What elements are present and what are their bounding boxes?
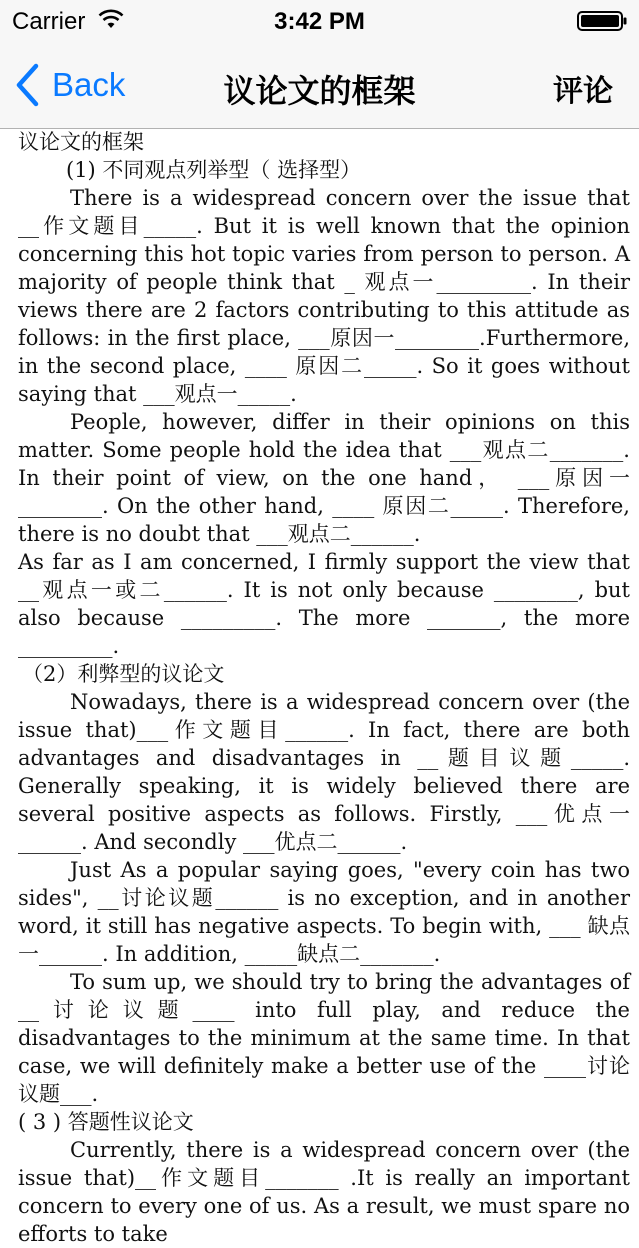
section-heading: ( 3 ) 答题性议论文 — [18, 1110, 194, 1134]
article-paragraph: Nowadays, there is a widespread concern over (the issue that)___作文题目______. In fact, there are both advantages and disadvantages in __题目议题_____. Generally speaking, it is widely believed there are several positive aspects as follows. Firstly, ___优点一______. And secondly ___优点二______. — [18, 690, 630, 854]
back-button-label: Back — [52, 66, 126, 103]
article-paragraph: As far as I am concerned, I firmly support the view that __观点一或二______. It is not only because ________, but also because _________. The more _______, the more _________. — [18, 550, 630, 658]
section-heading: (1) 不同观点列举型（ 选择型） — [66, 158, 362, 182]
article-paragraph: Just As a popular saying goes, "every coin has two sides", __讨论议题______ is no exception, and in another word, it still has negative aspects. To begin with, ___ 缺点一______. In addition, _____缺点二_______. — [18, 858, 630, 966]
article-paragraph: Currently, there is a widespread concern over (the issue that)__作文题目_______ .It is really an important concern to every one of us. As a result, we must spare no efforts to take — [18, 1138, 630, 1246]
battery-icon — [577, 11, 627, 31]
back-button[interactable] — [14, 62, 125, 108]
chevron-left-icon — [14, 63, 40, 107]
page-title: 议论文的框架 — [223, 73, 416, 109]
carrier-label: Carrier — [12, 8, 86, 35]
article-paragraph: There is a widespread concern over the issue that __作文题目_____. But it is well known that the opinion concerning this hot topic varies from person to person. A majority of people think that _ 观点一_________. In their views there are 2 factors contributing to this attitude as follows: in the first place, ___原因一________.Furthermore, in the second place, ____ 原因二_____. So it goes without saying that ___观点一_____. — [18, 186, 630, 406]
article-content[interactable] — [18, 128, 630, 1246]
comment-button[interactable]: 评论 — [553, 75, 613, 108]
status-time: 3:42 PM — [274, 8, 365, 35]
article-paragraph: People, however, differ in their opinions on this matter. Some people hold the idea that ___观点二_______. In their point of view, on the one hand， ___原因一________. On the other hand, ____ 原因二_____. Therefore, there is no doubt that ___观点二______. — [18, 410, 630, 546]
navigation-bar — [0, 42, 639, 129]
article-paragraph: To sum up, we should try to bring the advantages of __讨论议题____ into full play, and reduce the disadvantages to the minimum at the same time. In that case, we will definitely make a better use of the ____讨论议题___. — [18, 970, 630, 1106]
status-bar — [0, 0, 639, 42]
section-heading: （2）利弊型的议论文 — [22, 662, 225, 686]
article-title: 议论文的框架 — [18, 130, 144, 154]
